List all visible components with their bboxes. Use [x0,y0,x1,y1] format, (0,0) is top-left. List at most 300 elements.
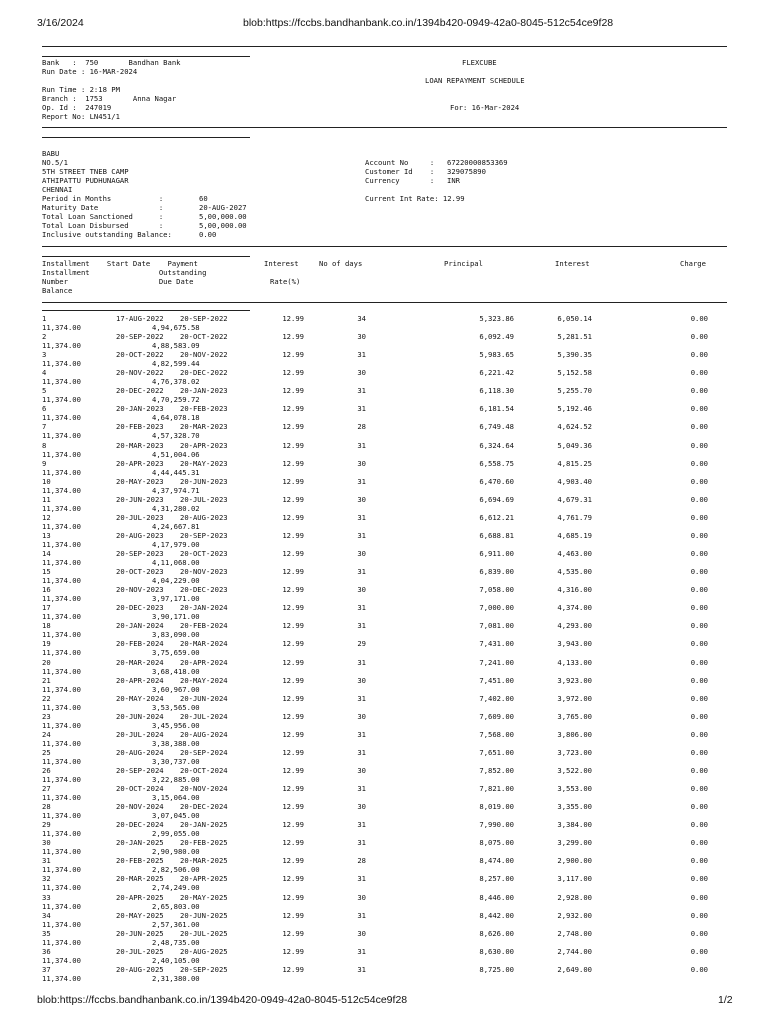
col-header-interest-rate: Interest [264,259,299,268]
cell-n: 22 [42,693,51,703]
cell-rate: 12.99 [282,747,304,757]
cell-outstanding: 3,15,064.00 [152,793,200,803]
cell-charge: 0.00 [690,440,708,450]
cell-outstanding: 2,65,803.00 [152,901,200,911]
cell-principal: 7,402.00 [479,693,514,703]
cell-principal: 7,081.00 [479,621,514,631]
cell-due: 20-FEB-2024 [180,621,228,631]
address-line: ATHIPATTU PUDHUNAGAR [42,176,129,185]
cell-rate: 12.99 [282,856,304,866]
cell-inst: 11,374.00 [42,756,81,766]
cell-n: 9 [42,458,47,468]
divider [42,310,250,311]
cell-inst: 11,374.00 [42,829,81,839]
cell-rate: 12.99 [282,314,304,323]
page-number: 1/2 [718,994,733,1006]
cell-n: 20 [42,657,51,667]
cell-rate: 12.99 [282,440,304,450]
cell-outstanding: 4,64,078.18 [152,413,200,423]
cell-n: 29 [42,820,51,830]
cell-due: 20-NOV-2023 [180,567,228,577]
cell-start: 20-JAN-2023 [116,404,164,414]
cell-n: 2 [42,332,47,342]
cell-start: 17-AUG-2022 [116,314,164,323]
cell-start: 20-JUL-2025 [116,946,164,956]
cell-interest: 3,943.00 [557,639,592,649]
cell-days: 30 [357,332,366,342]
cell-due: 20-APR-2023 [180,440,228,450]
cell-principal: 8,474.00 [479,856,514,866]
cell-principal: 6,470.60 [479,476,514,486]
cell-due: 20-MAY-2025 [180,892,228,902]
cell-days: 28 [357,422,366,432]
cell-outstanding: 2,99,055.00 [152,829,200,839]
cell-start: 20-MAY-2025 [116,910,164,920]
cell-n: 32 [42,874,51,884]
cell-interest: 4,815.25 [557,458,592,468]
cell-principal: 6,558.75 [479,458,514,468]
cell-principal: 6,911.00 [479,549,514,559]
cell-inst: 11,374.00 [42,648,81,658]
cell-start: 20-JAN-2024 [116,621,164,631]
cell-due: 20-SEP-2023 [180,530,228,540]
currency-value: INR [447,176,460,185]
cell-inst: 11,374.00 [42,630,81,640]
outstanding-label: Inclusive outstanding Balance: [42,230,172,239]
cell-rate: 12.99 [282,766,304,775]
cell-due: 20-JUN-2025 [180,910,228,920]
cell-interest: 2,748.00 [557,928,592,938]
cell-n: 1 [42,314,47,323]
cell-rate: 12.99 [282,422,304,432]
address-line: CHENNAI [42,185,73,194]
cell-principal: 7,852.00 [479,766,514,775]
cell-principal: 7,609.00 [479,711,514,721]
cell-interest: 4,535.00 [557,567,592,577]
cell-principal: 7,990.00 [479,820,514,830]
cell-start: 20-OCT-2024 [116,784,164,794]
cell-charge: 0.00 [690,928,708,938]
cell-interest: 4,374.00 [557,603,592,613]
cell-rate: 12.99 [282,512,304,522]
cell-due: 20-MAR-2024 [180,639,228,649]
outstanding-value: 0.00 [199,230,217,239]
op-id: Op. Id : 247019 [42,103,112,112]
cell-outstanding: 2,48,735.00 [152,937,200,947]
cell-start: 20-MAR-2024 [116,657,164,667]
table-row [0,422,768,440]
cell-outstanding: 4,94,675.58 [152,323,200,332]
cell-outstanding: 3,45,956.00 [152,720,200,730]
cell-principal: 6,694.69 [479,494,514,504]
cell-n: 28 [42,802,51,812]
customer-name: BABU [42,149,60,158]
cell-rate: 12.99 [282,928,304,938]
table-row [0,965,768,983]
cell-inst: 11,374.00 [42,612,81,622]
cell-principal: 7,821.00 [479,784,514,794]
cell-due: 20-JUN-2024 [180,693,228,703]
cell-due: 20-AUG-2024 [180,729,228,739]
cell-days: 31 [357,567,366,577]
cell-interest: 4,624.52 [557,422,592,432]
cell-rate: 12.99 [282,621,304,631]
cell-inst: 11,374.00 [42,847,81,857]
cell-interest: 3,355.00 [557,802,592,812]
cell-n: 15 [42,567,51,577]
account-label: Account No : [365,158,435,167]
cell-n: 33 [42,892,51,902]
table-row [0,712,768,730]
divider [42,46,727,47]
cell-start: 20-SEP-2024 [116,766,164,775]
col-header-interest: Interest [555,259,590,268]
cell-inst: 11,374.00 [42,702,81,712]
cell-interest: 4,903.40 [557,476,592,486]
cell-rate: 12.99 [282,693,304,703]
cell-interest: 5,281.51 [557,332,592,342]
cell-inst: 11,374.00 [42,485,81,495]
cell-days: 31 [357,386,366,396]
cell-due: 20-DEC-2024 [180,802,228,812]
cell-outstanding: 4,04,229.00 [152,576,200,586]
cell-rate: 12.99 [282,892,304,902]
cell-outstanding: 2,82,506.00 [152,865,200,875]
cell-inst: 11,374.00 [42,811,81,821]
cell-charge: 0.00 [690,585,708,595]
cell-n: 35 [42,928,51,938]
customer-id-label: Customer Id : [365,167,435,176]
maturity-label: Maturity Date : [42,203,164,212]
cell-days: 31 [357,440,366,450]
cell-inst: 11,374.00 [42,323,81,332]
cell-inst: 11,374.00 [42,793,81,803]
cell-days: 31 [357,404,366,414]
cell-days: 30 [357,766,366,775]
cell-inst: 11,374.00 [42,395,81,405]
table-row [0,874,768,892]
cell-charge: 0.00 [690,603,708,613]
cell-days: 31 [357,910,366,920]
interest-rate: Current Int Rate: 12.99 [365,194,465,203]
cell-start: 20-NOV-2023 [116,585,164,595]
cell-start: 20-DEC-2022 [116,386,164,396]
cell-principal: 6,612.21 [479,512,514,522]
cell-n: 11 [42,494,51,504]
cell-rate: 12.99 [282,802,304,812]
cell-interest: 5,049.36 [557,440,592,450]
cell-inst: 11,374.00 [42,955,81,965]
cell-principal: 6,092.49 [479,332,514,342]
cell-start: 20-JUL-2024 [116,729,164,739]
cell-start: 20-MAR-2023 [116,440,164,450]
cell-due: 20-DEC-2022 [180,368,228,378]
cell-interest: 5,390.35 [557,350,592,360]
cell-principal: 8,019.00 [479,802,514,812]
cell-n: 21 [42,675,51,685]
cell-interest: 3,923.00 [557,675,592,685]
cell-n: 24 [42,729,51,739]
cell-n: 27 [42,784,51,794]
cell-principal: 8,725.00 [479,964,514,974]
table-row [0,459,768,477]
table-row [0,495,768,513]
address-line: 5TH STREET TNEB CAMP [42,167,129,176]
cell-outstanding: 3,97,171.00 [152,594,200,604]
cell-principal: 7,568.00 [479,729,514,739]
cell-inst: 11,374.00 [42,775,81,784]
cell-due: 20-DEC-2023 [180,585,228,595]
cell-days: 31 [357,350,366,360]
cell-n: 16 [42,585,51,595]
cell-days: 30 [357,802,366,812]
cell-rate: 12.99 [282,404,304,414]
cell-rate: 12.99 [282,784,304,794]
customer-id-value: 329075890 [447,167,486,176]
table-row [0,531,768,549]
cell-rate: 12.99 [282,585,304,595]
cell-outstanding: 2,31,380.00 [152,973,200,983]
cell-principal: 7,651.00 [479,747,514,757]
cell-due: 20-APR-2025 [180,874,228,884]
cell-outstanding: 3,53,565.00 [152,702,200,712]
cell-principal: 7,241.00 [479,657,514,667]
cell-inst: 11,374.00 [42,558,81,568]
cell-charge: 0.00 [690,567,708,577]
cell-rate: 12.99 [282,530,304,540]
cell-n: 7 [42,422,47,432]
print-date: 3/16/2024 [37,17,84,29]
for-date: For: 16-Mar-2024 [450,103,520,112]
col-header-line1: Installment Start Date Payment [42,259,198,268]
cell-charge: 0.00 [690,639,708,649]
cell-rate: 12.99 [282,549,304,559]
cell-n: 30 [42,838,51,848]
table-row [0,549,768,567]
cell-days: 31 [357,747,366,757]
cell-principal: 7,451.00 [479,675,514,685]
sanctioned-label: Total Loan Sanctioned : [42,212,164,221]
cell-charge: 0.00 [690,856,708,866]
cell-outstanding: 4,76,378.02 [152,377,200,387]
cell-outstanding: 4,88,583.09 [152,341,200,351]
cell-days: 34 [357,314,366,323]
cell-days: 31 [357,729,366,739]
cell-charge: 0.00 [690,747,708,757]
col-header-line3: Number Due Date [42,277,194,286]
cell-interest: 3,806.00 [557,729,592,739]
cell-days: 31 [357,946,366,956]
cell-start: 20-MAY-2024 [116,693,164,703]
cell-interest: 2,928.00 [557,892,592,902]
period-label: Period in Months : [42,194,164,203]
cell-interest: 2,900.00 [557,856,592,866]
cell-principal: 7,058.00 [479,585,514,595]
cell-start: 20-NOV-2024 [116,802,164,812]
cell-interest: 3,299.00 [557,838,592,848]
cell-outstanding: 4,70,259.72 [152,395,200,405]
footer-url[interactable]: blob:https://fccbs.bandhanbank.co.in/1394b420-0949-42a0-8045-512c54ce9f28 [37,994,408,1006]
cell-days: 31 [357,512,366,522]
cell-interest: 2,744.00 [557,946,592,956]
cell-outstanding: 3,22,885.00 [152,775,200,784]
cell-n: 14 [42,549,51,559]
cell-charge: 0.00 [690,530,708,540]
cell-start: 20-NOV-2022 [116,368,164,378]
cell-rate: 12.99 [282,729,304,739]
cell-rate: 12.99 [282,874,304,884]
cell-inst: 11,374.00 [42,431,81,441]
cell-rate: 12.99 [282,711,304,721]
cell-rate: 12.99 [282,458,304,468]
cell-due: 20-JUL-2024 [180,711,228,721]
table-row [0,947,768,965]
cell-rate: 12.99 [282,386,304,396]
cell-rate: 12.99 [282,964,304,974]
cell-days: 30 [357,928,366,938]
divider [42,56,250,57]
cell-n: 6 [42,404,47,414]
cell-outstanding: 3,07,045.00 [152,811,200,821]
cell-n: 25 [42,747,51,757]
cell-days: 31 [357,874,366,884]
cell-n: 26 [42,766,51,775]
cell-days: 30 [357,585,366,595]
cell-charge: 0.00 [690,332,708,342]
divider [42,246,727,247]
cell-n: 12 [42,512,51,522]
cell-n: 36 [42,946,51,956]
cell-interest: 3,765.00 [557,711,592,721]
table-row [0,314,768,332]
cell-charge: 0.00 [690,386,708,396]
table-row [0,332,768,350]
cell-days: 30 [357,368,366,378]
cell-outstanding: 4,51,004.06 [152,449,200,459]
cell-interest: 4,133.00 [557,657,592,667]
cell-interest: 3,522.00 [557,766,592,775]
cell-start: 20-JUN-2024 [116,711,164,721]
table-row [0,603,768,621]
cell-charge: 0.00 [690,946,708,956]
cell-interest: 3,972.00 [557,693,592,703]
cell-n: 17 [42,603,51,613]
cell-start: 20-AUG-2024 [116,747,164,757]
table-row [0,404,768,422]
cell-n: 8 [42,440,47,450]
table-row [0,477,768,495]
cell-n: 5 [42,386,47,396]
cell-days: 31 [357,603,366,613]
cell-principal: 8,075.00 [479,838,514,848]
cell-due: 20-JUL-2025 [180,928,228,938]
cell-start: 20-AUG-2023 [116,530,164,540]
cell-due: 20-JAN-2024 [180,603,228,613]
cell-days: 30 [357,494,366,504]
cell-rate: 12.99 [282,368,304,378]
cell-interest: 4,316.00 [557,585,592,595]
report-no: Report No: LN451/1 [42,112,120,121]
cell-inst: 11,374.00 [42,684,81,694]
cell-start: 20-SEP-2023 [116,549,164,559]
cell-charge: 0.00 [690,675,708,685]
cell-n: 37 [42,964,51,974]
cell-start: 20-APR-2025 [116,892,164,902]
cell-due: 20-JUL-2023 [180,494,228,504]
cell-due: 20-JAN-2023 [180,386,228,396]
print-url[interactable]: blob:https://fccbs.bandhanbank.co.in/1394b420-0949-42a0-8045-512c54ce9f28 [243,17,614,29]
cell-inst: 11,374.00 [42,413,81,423]
cell-days: 31 [357,621,366,631]
cell-principal: 6,181.54 [479,404,514,414]
cell-rate: 12.99 [282,567,304,577]
cell-due: 20-SEP-2022 [180,314,228,323]
table-row [0,676,768,694]
cell-inst: 11,374.00 [42,883,81,893]
col-header-days: No of days [319,259,363,268]
cell-charge: 0.00 [690,549,708,559]
cell-inst: 11,374.00 [42,901,81,911]
cell-due: 20-JAN-2025 [180,820,228,830]
cell-outstanding: 4,17,979.00 [152,539,200,549]
cell-days: 31 [357,530,366,540]
cell-charge: 0.00 [690,422,708,432]
cell-principal: 7,431.00 [479,639,514,649]
table-row [0,386,768,404]
cell-interest: 5,192.46 [557,404,592,414]
cell-charge: 0.00 [690,964,708,974]
cell-start: 20-JAN-2025 [116,838,164,848]
cell-start: 20-FEB-2023 [116,422,164,432]
cell-inst: 11,374.00 [42,865,81,875]
cell-start: 20-DEC-2023 [116,603,164,613]
cell-charge: 0.00 [690,350,708,360]
table-row [0,820,768,838]
disbursed-label: Total Loan Disbursed : [42,221,164,230]
cell-n: 13 [42,530,51,540]
cell-interest: 6,050.14 [557,314,592,323]
cell-outstanding: 3,83,090.00 [152,630,200,640]
table-row [0,929,768,947]
cell-start: 20-MAR-2025 [116,874,164,884]
cell-charge: 0.00 [690,476,708,486]
table-row [0,838,768,856]
cell-inst: 11,374.00 [42,377,81,387]
cell-inst: 11,374.00 [42,973,81,983]
cell-interest: 4,761.79 [557,512,592,522]
cell-interest: 4,685.19 [557,530,592,540]
cell-days: 30 [357,711,366,721]
cell-charge: 0.00 [690,657,708,667]
run-date: Run Date : 16-MAR-2024 [42,67,138,76]
cell-days: 30 [357,675,366,685]
run-time: Run Time : 2:18 PM [42,85,120,94]
cell-principal: 5,983.65 [479,350,514,360]
table-row [0,441,768,459]
cell-outstanding: 3,38,388.00 [152,738,200,748]
cell-due: 20-NOV-2022 [180,350,228,360]
table-row [0,694,768,712]
cell-outstanding: 4,37,974.71 [152,485,200,495]
cell-start: 20-DEC-2024 [116,820,164,830]
col-header-charge: Charge [680,259,706,268]
cell-charge: 0.00 [690,766,708,775]
table-row [0,585,768,603]
cell-due: 20-OCT-2023 [180,549,228,559]
cell-due: 20-FEB-2025 [180,838,228,848]
cell-outstanding: 2,57,361.00 [152,919,200,929]
table-row [0,567,768,585]
